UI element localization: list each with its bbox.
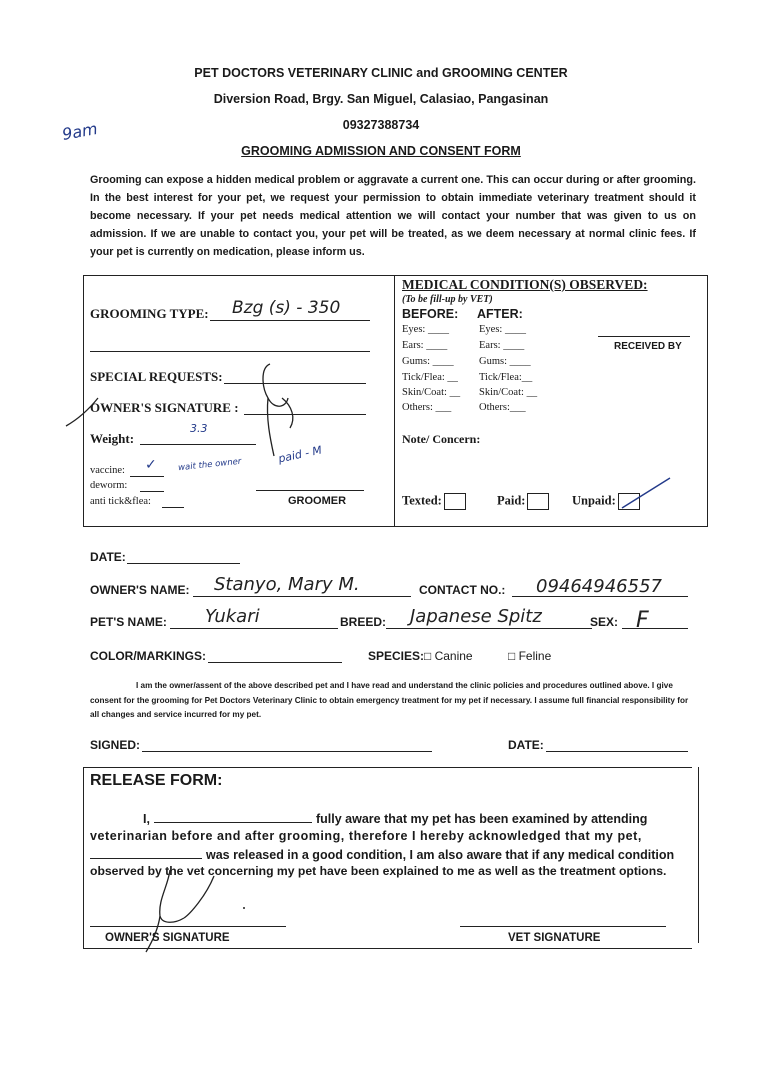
breed-value: Japanese Spitz xyxy=(410,606,542,627)
before-item[interactable]: Eyes: ____ xyxy=(402,324,449,335)
release-line-2: veterinarian before and after grooming, therefore I hereby acknowledged that my pet, xyxy=(90,829,642,843)
intro-paragraph: Grooming can expose a hidden medical problem or aggravate a current one. This can occur during or after grooming. In the best interest for your pet, we request your permission to obtain immediate veterinary treatment should it become necessary. If your pet needs medical attention we will contact your number that was given to us on admission. If we are unable to contact you, your pet will be treated, as we deem necessary at normal clinic fees. If your pet is currently on medication, please inform us. xyxy=(90,174,696,258)
antitick-label: anti tick&flea: xyxy=(90,496,151,507)
date-label: DATE: xyxy=(90,550,126,564)
species-canine[interactable]: □ Canine xyxy=(424,649,473,663)
after-item[interactable]: Eyes: ____ xyxy=(479,324,526,335)
grooming-type-line-2[interactable] xyxy=(90,351,370,352)
release-vet-signature-label: VET SIGNATURE xyxy=(508,932,601,944)
species-feline[interactable]: □ Feline xyxy=(508,649,552,663)
medical-title: MEDICAL CONDITION(S) OBSERVED: xyxy=(402,277,648,292)
release-vet-signature-line[interactable] xyxy=(460,926,666,927)
grooming-type-label: GROOMING TYPE: xyxy=(90,306,209,321)
grooming-type-value: Bzg (s) - 350 xyxy=(232,298,341,318)
paid-field xyxy=(497,493,549,510)
date-line[interactable] xyxy=(127,563,240,564)
release-line-3: was released in a good condition, I am also aware that if any medical condition xyxy=(90,845,686,865)
texted-checkbox[interactable] xyxy=(444,493,466,510)
release-title: RELEASE FORM: xyxy=(90,772,223,789)
contact-value: 09464946557 xyxy=(536,576,662,597)
vaccine-line[interactable] xyxy=(130,476,164,477)
release-owner-signature-label: OWNER'S SIGNATURE xyxy=(105,932,230,944)
signed-date-label: DATE: xyxy=(508,738,544,752)
groomer-line[interactable] xyxy=(256,490,364,491)
note-label: Note/ Concern: xyxy=(402,432,481,446)
signed-date-line[interactable] xyxy=(546,751,688,752)
vaccine-label: vaccine: xyxy=(90,465,125,476)
deworm-label: deworm: xyxy=(90,480,128,491)
sex-line[interactable] xyxy=(622,628,688,629)
signed-label: SIGNED: xyxy=(90,738,141,752)
texted-label: Texted: xyxy=(402,493,442,508)
paid-note: paid - M xyxy=(277,443,324,466)
form-title: GROOMING ADMISSION AND CONSENT FORM xyxy=(241,144,521,158)
medical-subtitle: (To be fill-up by VET) xyxy=(402,294,493,305)
release-line-1: I, fully aware that my pet has been examined by attending xyxy=(90,809,686,829)
texted-field xyxy=(402,493,466,510)
color-markings-line[interactable] xyxy=(208,662,342,663)
release-pet-line[interactable] xyxy=(90,845,202,859)
weight-value: 3.3 xyxy=(190,422,208,435)
after-label: AFTER: xyxy=(477,307,523,321)
deworm-line[interactable] xyxy=(140,491,164,492)
unpaid-label: Unpaid: xyxy=(572,493,616,508)
after-item[interactable]: Tick/Flea:__ xyxy=(479,372,533,383)
clinic-phone: 09327388734 xyxy=(342,118,420,132)
clinic-name: PET DOCTORS VETERINARY CLINIC and GROOMING CENTER xyxy=(194,66,568,80)
paid-checkbox[interactable] xyxy=(527,493,549,510)
before-item[interactable]: Tick/Flea: __ xyxy=(402,372,458,383)
received-by-line[interactable] xyxy=(598,336,690,337)
breed-line[interactable] xyxy=(386,628,592,629)
vaccine-note: wait the owner xyxy=(177,456,242,474)
handwritten-time: 9am xyxy=(60,119,99,144)
sex-value: F xyxy=(636,608,649,633)
signed-line[interactable] xyxy=(142,751,432,752)
unpaid-check-mark xyxy=(618,474,678,514)
after-item[interactable]: Others:___ xyxy=(479,402,526,413)
breed-label: BREED: xyxy=(340,615,387,629)
release-line-4: observed by the vet concerning my pet have been explained to me as well as the treatment options. xyxy=(90,864,667,878)
after-item[interactable]: Gums: ____ xyxy=(479,356,531,367)
received-by-label: RECEIVED BY xyxy=(614,341,682,352)
contact-label: CONTACT NO.: xyxy=(419,583,506,597)
owner-name-label: OWNER'S NAME: xyxy=(90,583,190,597)
color-markings-label: COLOR/MARKINGS: xyxy=(90,649,206,663)
before-item[interactable]: Skin/Coat: __ xyxy=(402,387,461,398)
antitick-line[interactable] xyxy=(162,507,184,508)
weight-line[interactable] xyxy=(140,444,256,445)
groomer-label: GROOMER xyxy=(288,495,347,507)
consent-paragraph: I am the owner/assent of the above described pet and I have read and understand the clinic policies and procedures outlined above. I give consent for the grooming for Pet Doctors Veterinary Clinic to obtain emergency treatment for my pet if necessary. I assume full financial responsibility for all changes and service incurred for my pet. xyxy=(90,681,689,719)
before-item[interactable]: Others: ___ xyxy=(402,402,452,413)
clinic-address: Diversion Road, Brgy. San Miguel, Calasiao, Pangasinan xyxy=(213,92,549,106)
pet-name-value: Yukari xyxy=(205,606,260,627)
owner-name-value: Stanyo, Mary M. xyxy=(214,574,360,595)
weight-label: Weight: xyxy=(90,431,135,446)
paid-label: Paid: xyxy=(497,493,526,508)
release-owner-signature-line[interactable] xyxy=(90,926,286,927)
vaccine-check: ✓ xyxy=(145,457,157,473)
special-requests-label: SPECIAL REQUESTS: xyxy=(90,369,223,384)
grooming-box-divider xyxy=(394,275,395,526)
after-item[interactable]: Ears: ____ xyxy=(479,340,525,351)
before-item[interactable]: Gums: ____ xyxy=(402,356,454,367)
after-item[interactable]: Skin/Coat: __ xyxy=(479,387,538,398)
sex-label: SEX: xyxy=(590,615,619,629)
grooming-type-line[interactable] xyxy=(210,320,370,321)
before-label: BEFORE: xyxy=(402,307,459,321)
release-box-right-edge xyxy=(698,767,699,943)
release-owner-line[interactable] xyxy=(154,809,312,823)
owner-signature-label: OWNER'S SIGNATURE : xyxy=(90,400,239,415)
owner-name-line[interactable] xyxy=(193,596,411,597)
species-label: SPECIES: xyxy=(368,649,425,663)
before-item[interactable]: Ears: ____ xyxy=(402,340,448,351)
pet-name-label: PET'S NAME: xyxy=(90,615,167,629)
pet-name-line[interactable] xyxy=(170,628,338,629)
